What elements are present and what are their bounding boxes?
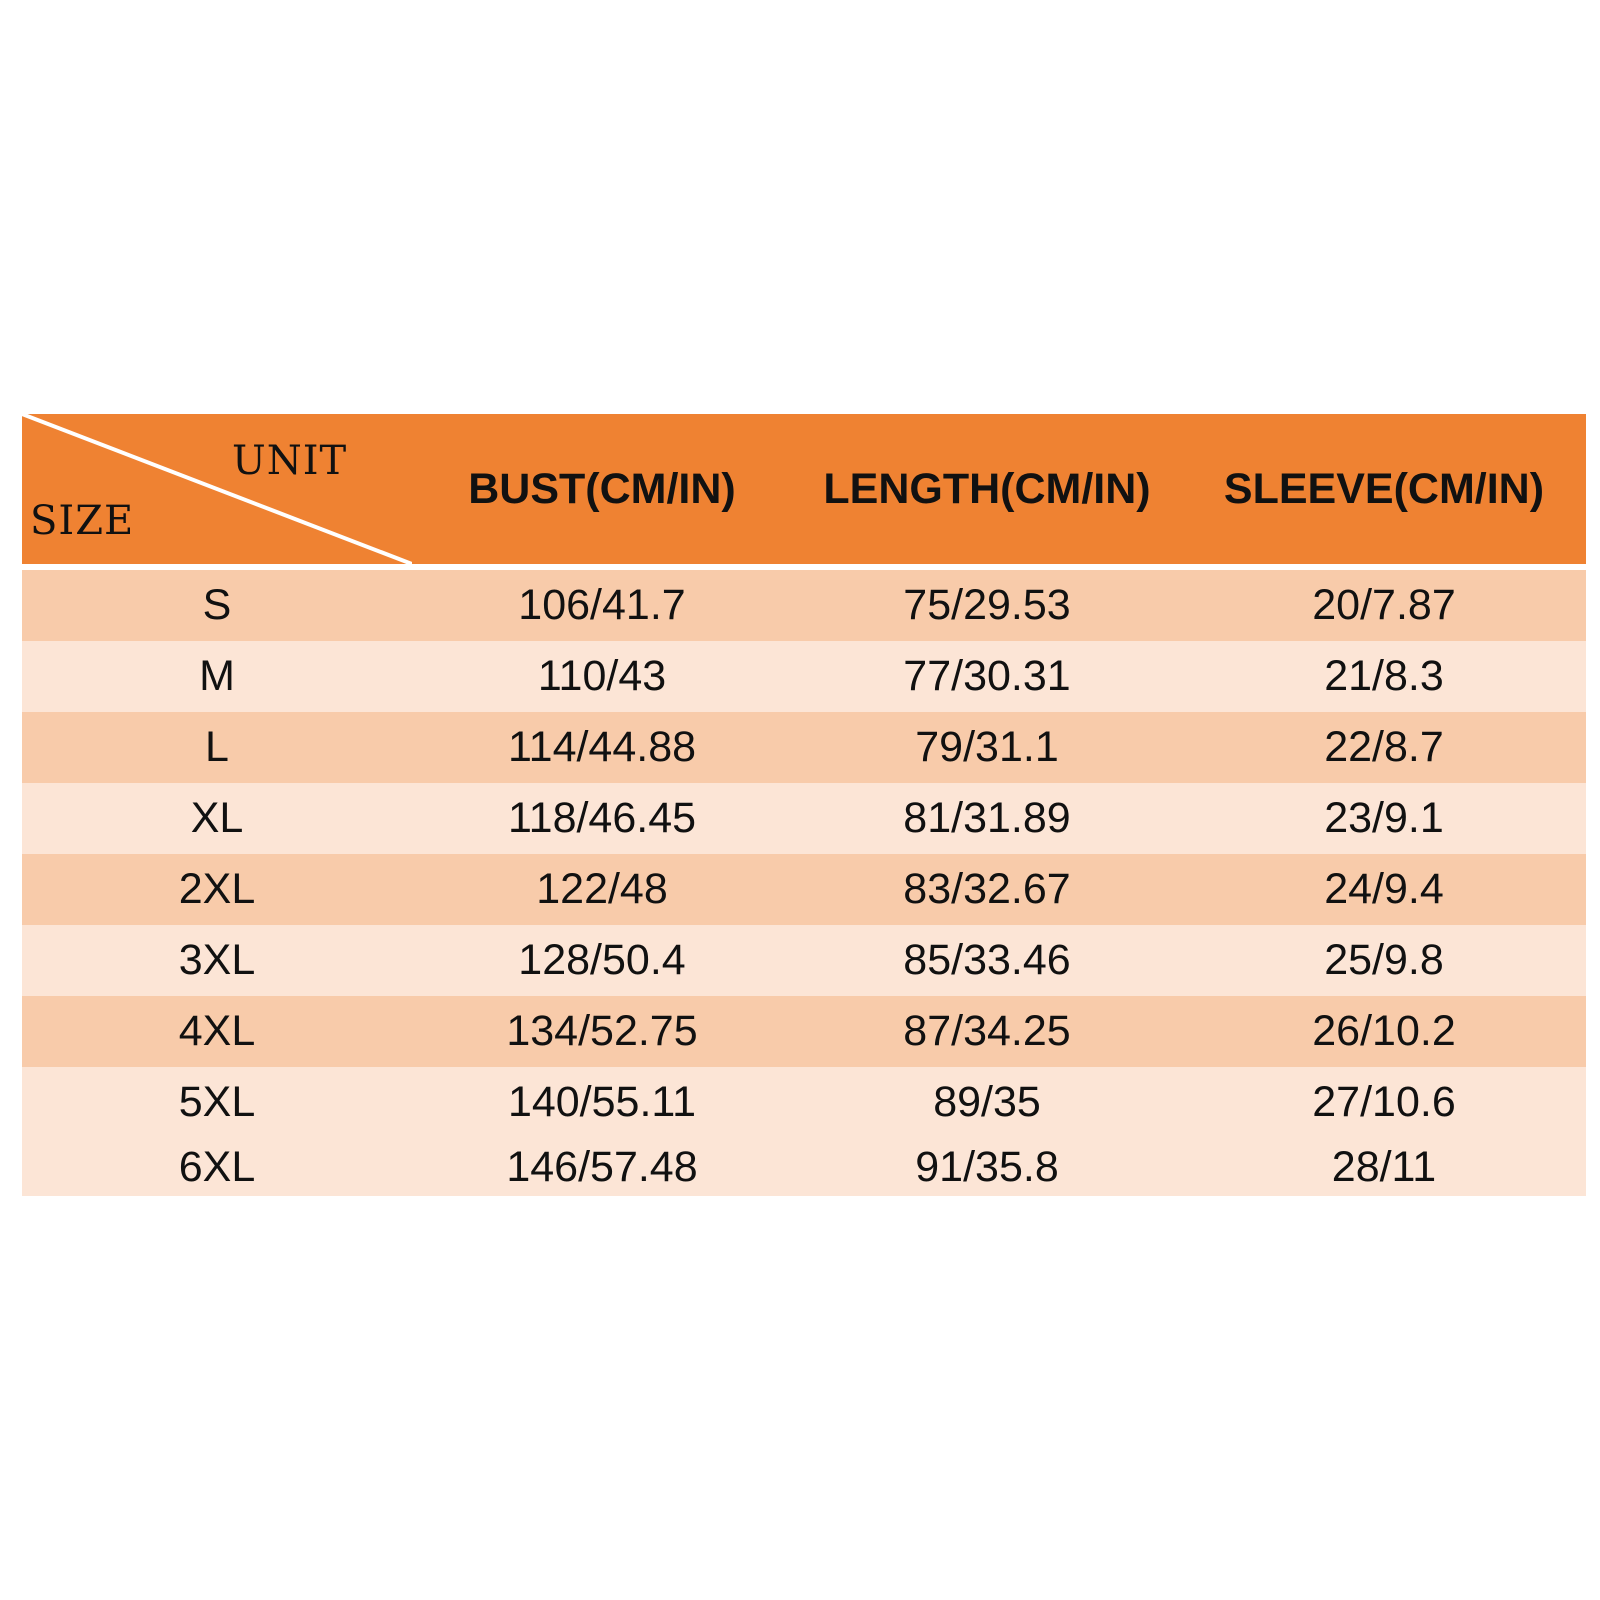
table-row (22, 854, 1586, 925)
bust-cell: 140/55.11 (507, 1078, 697, 1126)
unit-label: UNIT (232, 438, 348, 484)
sleeve-cell: 23/9.1 (1324, 794, 1444, 842)
size-cell: 5XL (178, 1078, 256, 1126)
table-header-row (22, 414, 1586, 564)
corner-header-cell (22, 414, 412, 564)
length-cell: 83/32.67 (903, 865, 1071, 913)
column-header-length: LENGTH(CM/IN) (823, 465, 1151, 513)
table-row (22, 712, 1586, 783)
table-row (22, 641, 1586, 712)
table-row (22, 996, 1586, 1067)
bust-cell: 114/44.88 (507, 723, 697, 771)
column-header-bust: BUST(CM/IN) (468, 465, 736, 513)
sleeve-cell: 26/10.2 (1312, 1007, 1456, 1055)
length-cell: 87/34.25 (903, 1007, 1071, 1055)
size-cell: L (205, 723, 229, 771)
length-cell: 77/30.31 (903, 652, 1071, 700)
length-cell: 85/33.46 (903, 936, 1071, 984)
length-cell: 89/35 (933, 1078, 1041, 1126)
table-row (22, 1138, 1586, 1196)
bust-cell: 146/57.48 (506, 1143, 698, 1191)
size-cell: S (202, 581, 232, 629)
table-row (22, 1067, 1586, 1138)
size-cell: M (199, 652, 235, 700)
size-cell: XL (190, 794, 244, 842)
sleeve-cell: 21/8.3 (1324, 652, 1444, 700)
length-cell: 79/31.1 (915, 723, 1059, 771)
size-cell: 3XL (178, 936, 256, 984)
bust-cell: 106/41.7 (518, 581, 686, 629)
table-row (22, 570, 1586, 641)
sleeve-cell: 27/10.6 (1312, 1078, 1456, 1126)
bust-cell: 118/46.45 (507, 794, 697, 842)
bust-cell: 110/43 (537, 652, 667, 700)
size-label: SIZE (30, 498, 135, 544)
sleeve-cell: 20/7.87 (1312, 581, 1456, 629)
sleeve-cell: 28/11 (1331, 1143, 1437, 1191)
table-row (22, 783, 1586, 854)
size-cell: 4XL (178, 1007, 256, 1055)
bust-cell: 128/50.4 (518, 936, 686, 984)
length-cell: 75/29.53 (903, 581, 1071, 629)
size-cell: 6XL (178, 1143, 256, 1191)
size-chart-table (22, 414, 1586, 1196)
sleeve-cell: 22/8.7 (1324, 723, 1444, 771)
column-header-sleeve: SLEEVE(CM/IN) (1223, 465, 1545, 513)
bust-cell: 134/52.75 (506, 1007, 698, 1055)
length-cell: 91/35.8 (915, 1143, 1059, 1191)
sleeve-cell: 24/9.4 (1324, 865, 1444, 913)
size-cell: 2XL (178, 865, 256, 913)
length-cell: 81/31.89 (903, 794, 1071, 842)
sleeve-cell: 25/9.8 (1324, 936, 1444, 984)
table-row (22, 925, 1586, 996)
bust-cell: 122/48 (536, 865, 668, 913)
